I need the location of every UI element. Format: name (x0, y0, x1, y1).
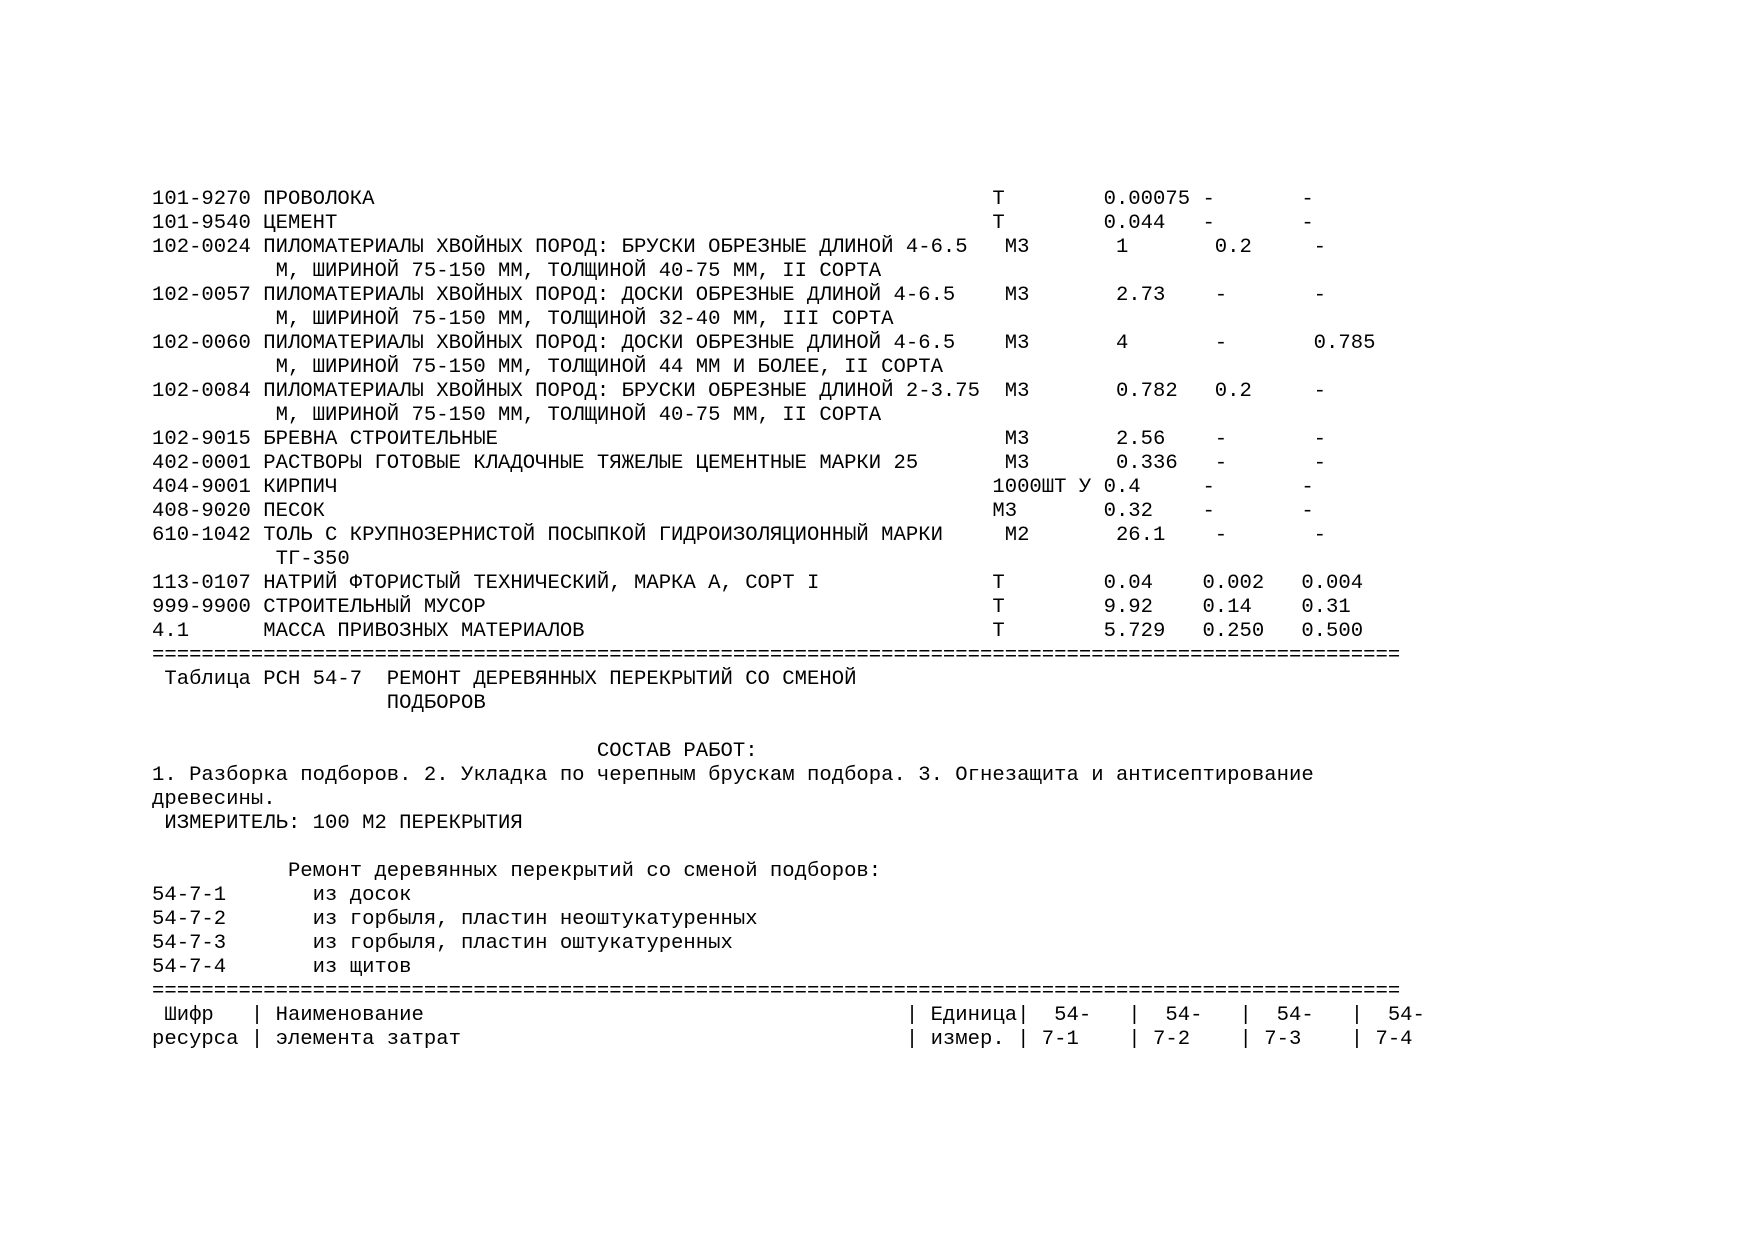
resource-row-102-0024-continuation: М, ШИРИНОЙ 75-150 ММ, ТОЛЩИНОЙ 40-75 ММ, II СОРТА (152, 260, 882, 283)
code-item-54-7-4: 54-7-4 из щитов (152, 956, 412, 979)
resource-row-102-9015: 102-9015 БРЕВНА СТРОИТЕЛЬНЫЕ М3 2.56 - - (152, 428, 1327, 451)
resource-row-610-1042-continuation: ТГ-350 (152, 548, 350, 571)
measurement-unit: ИЗМЕРИТЕЛЬ: 100 М2 ПЕРЕКРЫТИЯ (152, 812, 523, 835)
document-text (152, 188, 1612, 1052)
resource-row-102-0060: 102-0060 ПИЛОМАТЕРИАЛЫ ХВОЙНЫХ ПОРОД: ДОСКИ ОБРЕЗНЫЕ ДЛИНОЙ 4-6.5 М3 4 - 0.785 (152, 332, 1376, 355)
resource-row-113-0107: 113-0107 НАТРИЙ ФТОРИСТЫЙ ТЕХНИЧЕСКИЙ, МАРКА А, СОРТ I Т 0.04 0.002 0.004 (152, 572, 1364, 595)
work-composition-text-continuation: древесины. (152, 788, 276, 811)
resource-row-102-0084: 102-0084 ПИЛОМАТЕРИАЛЫ ХВОЙНЫХ ПОРОД: БРУСКИ ОБРЕЗНЫЕ ДЛИНОЙ 2-3.75 М3 0.782 0.2 - (152, 380, 1327, 403)
code-item-54-7-3: 54-7-3 из горбыля, пластин оштукатуренных (152, 932, 733, 955)
separator-rule: ===================================================================================================== (152, 980, 1401, 1003)
work-composition-heading: СОСТАВ РАБОТ: (152, 740, 758, 763)
blank-line (152, 716, 1612, 740)
resource-row-404-9001: 404-9001 КИРПИЧ 1000ШТ У 0.4 - - (152, 476, 1314, 499)
resource-row-102-0060-continuation: М, ШИРИНОЙ 75-150 ММ, ТОЛЩИНОЙ 44 ММ И БОЛЕЕ, II СОРТА (152, 356, 943, 379)
table-title-continuation: ПОДБОРОВ (152, 692, 486, 715)
resource-row-102-0057-continuation: М, ШИРИНОЙ 75-150 ММ, ТОЛЩИНОЙ 32-40 ММ, III СОРТА (152, 308, 894, 331)
section-heading: Ремонт деревянных перекрытий со сменой подборов: (152, 860, 882, 883)
resource-row-999-9900: 999-9900 СТРОИТЕЛЬНЫЙ МУСОР Т 9.92 0.14 0.31 (152, 596, 1351, 619)
work-composition-text: 1. Разборка подборов. 2. Укладка по черепным брускам подбора. 3. Огнезащита и антисептирование (152, 764, 1314, 787)
resource-row-102-0057: 102-0057 ПИЛОМАТЕРИАЛЫ ХВОЙНЫХ ПОРОД: ДОСКИ ОБРЕЗНЫЕ ДЛИНОЙ 4-6.5 М3 2.73 - - (152, 284, 1327, 307)
separator-rule: ===================================================================================================== (152, 644, 1401, 667)
resource-row-102-0084-continuation: М, ШИРИНОЙ 75-150 ММ, ТОЛЩИНОЙ 40-75 ММ, II СОРТА (152, 404, 882, 427)
code-item-54-7-2: 54-7-2 из горбыля, пластин неоштукатуренных (152, 908, 758, 931)
resource-row-610-1042: 610-1042 ТОЛЬ С КРУПНОЗЕРНИСТОЙ ПОСЫПКОЙ ГИДРОИЗОЛЯЦИОННЫЙ МАРКИ М2 26.1 - - (152, 524, 1327, 547)
resource-row-101-9540: 101-9540 ЦЕМЕНТ Т 0.044 - - (152, 212, 1314, 235)
table-header-row-2: ресурса | элемента затрат | измер. | 7-1 | 7-2 | 7-3 | 7-4 (152, 1028, 1413, 1051)
resource-row-402-0001: 402-0001 РАСТВОРЫ ГОТОВЫЕ КЛАДОЧНЫЕ ТЯЖЕЛЫЕ ЦЕМЕНТНЫЕ МАРКИ 25 М3 0.336 - - (152, 452, 1327, 475)
table-header-row-1: Шифр | Наименование | Единица| 54- | 54- | 54- | 54- (152, 1004, 1425, 1027)
table-title: Таблица РСН 54-7 РЕМОНТ ДЕРЕВЯННЫХ ПЕРЕКРЫТИЙ СО СМЕНОЙ (152, 668, 857, 691)
resource-row-102-0024: 102-0024 ПИЛОМАТЕРИАЛЫ ХВОЙНЫХ ПОРОД: БРУСКИ ОБРЕЗНЫЕ ДЛИНОЙ 4-6.5 М3 1 0.2 - (152, 236, 1327, 259)
resource-row-408-9020: 408-9020 ПЕСОК М3 0.32 - - (152, 500, 1314, 523)
blank-line (152, 836, 1612, 860)
resource-row-101-9270: 101-9270 ПРОВОЛОКА Т 0.00075 - - (152, 188, 1314, 211)
code-item-54-7-1: 54-7-1 из досок (152, 884, 412, 907)
resource-row-4-1: 4.1 МАССА ПРИВОЗНЫХ МАТЕРИАЛОВ Т 5.729 0.250 0.500 (152, 620, 1364, 643)
